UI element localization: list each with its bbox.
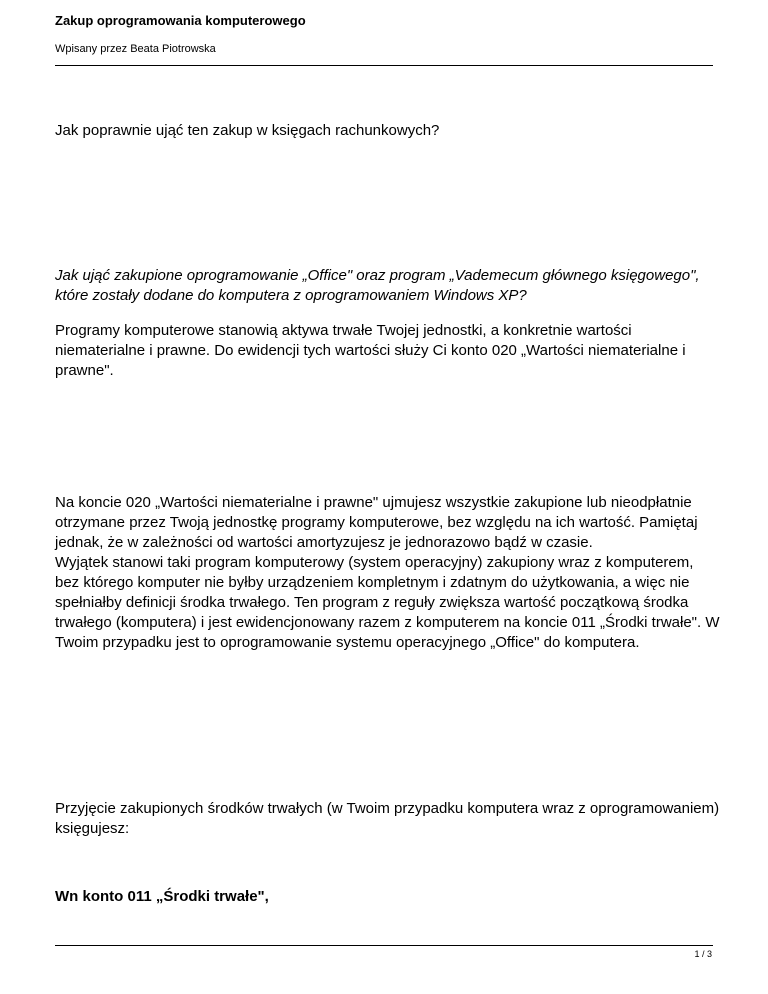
italic-question-block bbox=[55, 266, 720, 306]
paragraph-block-2 bbox=[55, 493, 720, 653]
paragraph-2: Na koncie 020 „Wartości niematerialne i prawne" ujmujesz wszystkie zakupione lub nieodpłatnie otrzymane przez Twoją jednostkę programy komputerowe, bez względu na ich wartość. Pamiętaj jednak, że w zależności od wartości amortyzujesz je jednorazowo bądź w czasie. bbox=[55, 494, 698, 551]
paragraph-block-1 bbox=[55, 321, 720, 381]
italic-question: Jak ująć zakupione oprogramowanie „Office" oraz program „Vademecum głównego księgowego", które zostały dodane do komputera z oprogramowaniem Windows XP? bbox=[55, 267, 700, 304]
posting-block bbox=[55, 887, 720, 907]
paragraph-3: Wyjątek stanowi taki program komputerowy (system operacyjny) zakupiony wraz z komputerem, bez którego komputer nie byłby urządzeniem kompletnym i zdatnym do użytkowania, a więc nie spełniałby definicji środka trwałego. Ten program z reguły zwiększa wartość początkową środka trwałego (komputera) i jest ewidencjonowany razem z komputerem na koncie 011 „Środki trwałe". W Twoim przypadku jest to oprogramowanie systemu operacyjnego „Office" do komputera. bbox=[55, 554, 720, 651]
header-divider bbox=[55, 65, 713, 66]
paragraph-1: Programy komputerowe stanowią aktywa trwałe Twojej jednostki, a konkretnie wartości niematerialne i prawne. Do ewidencji tych wartości służy Ci konto 020 „Wartości niematerialne i prawne". bbox=[55, 322, 686, 379]
paragraph-4: Przyjęcie zakupionych środków trwałych (w Twoim przypadku komputera wraz z oprogramowaniem) księgujesz: bbox=[55, 800, 720, 837]
intro-question: Jak poprawnie ująć ten zakup w księgach rachunkowych? bbox=[55, 122, 440, 139]
footer-divider bbox=[55, 945, 713, 946]
paragraph-block-4 bbox=[55, 799, 720, 839]
document-author: Wpisany przez Beata Piotrowska bbox=[55, 43, 216, 55]
page-number: 1 / 3 bbox=[694, 949, 712, 959]
posting-line: Wn konto 011 „Środki trwałe", bbox=[55, 888, 269, 905]
document-title: Zakup oprogramowania komputerowego bbox=[55, 13, 306, 28]
